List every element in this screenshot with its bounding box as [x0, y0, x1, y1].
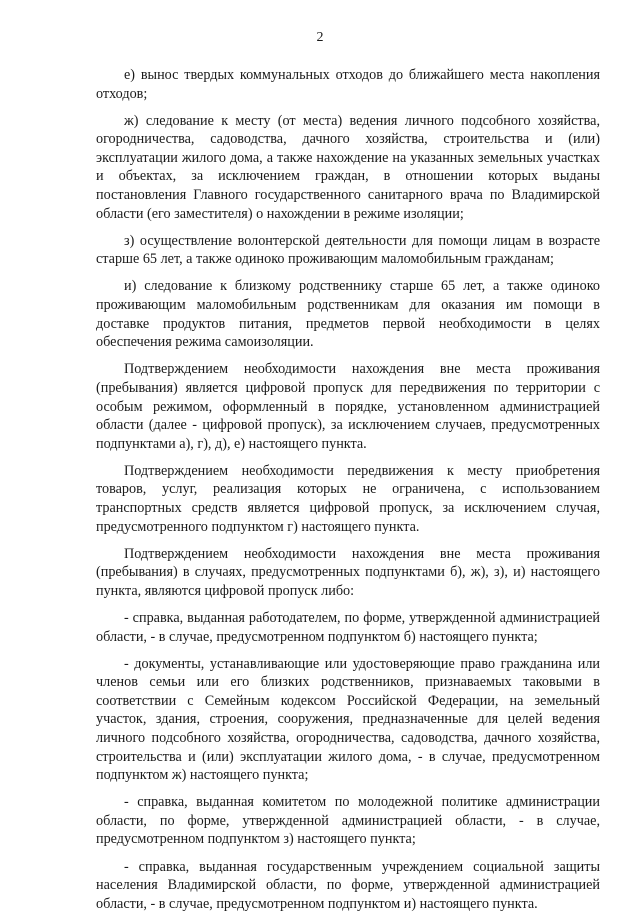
paragraph-transport-confirmation: Подтверждением необходимости передвижения к месту приобретения товаров, услуг, реализация которых не ограничена, с использованием транспортных средств является цифровой пропуск, за исключением случая, предусмотренного подпунктом г) настоящего пункта.	[96, 462, 600, 535]
paragraph-land-documents: - документы, устанавливающие или удостоверяющие право гражданина или членов семьи или его близких родственников, признаваемых таковыми в соответствии с Семейным кодексом Российской Федерации, на земельный участок, здания, строения, сооружения, предназначенные для целей ведения личного подсобного хозяйства, огородничества, садоводства, дачного хозяйства, строительства и (или) эксплуатации жилого дома, - в случае, предусмотренном подпунктом ж) настоящего пункта;	[96, 655, 600, 784]
document-body	[96, 66, 600, 922]
paragraph-item-z: з) осуществление волонтерской деятельности для помощи лицам в возрасте старше 65 лет, а также одиноко проживающим маломобильным гражданам;	[96, 232, 600, 268]
paragraph-cases-confirmation: Подтверждением необходимости нахождения вне места проживания (пребывания) в случаях, предусмотренных подпунктами б), ж), з), и) настоящего пункта, являются цифровой пропуск либо:	[96, 545, 600, 599]
paragraph-youth-committee-certificate: - справка, выданная комитетом по молодежной политике администрации области, по форме, утвержденной администрацией области, - в случае, предусмотренном подпунктом з) настоящего пункта;	[96, 794, 600, 848]
paragraph-item-zh: ж) следование к месту (от места) ведения личного подсобного хозяйства, огородничества, садоводства, дачного хозяйства, строительства и (или) эксплуатации жилого дома, а также нахождение на указанных земельных участках и объектах, за исключением граждан, в отношении которых выданы постановления Главного государственного санитарного врача по Владимирской области (его заместителя) о нахождении в режиме изоляции;	[96, 112, 600, 222]
paragraph-item-e: е) вынос твердых коммунальных отходов до ближайшего места накопления отходов;	[96, 67, 600, 102]
paragraph-digital-pass-confirmation: Подтверждением необходимости нахождения вне места проживания (пребывания) является цифровой пропуск для передвижения по территории с особым режимом, оформленный в порядке, установленном администрацией области (далее - цифровой пропуск), за исключением случаев, предусмотренных подпунктами а), г), д), е) настоящего пункта.	[96, 361, 600, 452]
paragraph-employer-certificate: - справка, выданная работодателем, по форме, утвержденной администрацией области, - в случае, предусмотренном подпунктом б) настоящего пункта;	[96, 609, 600, 645]
page-number: 2	[316, 30, 324, 45]
paragraph-item-i: и) следование к близкому родственнику старше 65 лет, а также одиноко проживающим маломобильным родственникам для оказания им помощи в доставке продуктов питания, предметов первой необходимости в целях обеспечения режима самоизоляции.	[96, 278, 600, 351]
paragraph-social-protection-certificate: - справка, выданная государственным учреждением социальной защиты населения Владимирской области, по форме, утвержденной администрацией области, - в случае, предусмотренном подпунктом и) настоящего пункта.	[96, 858, 600, 912]
